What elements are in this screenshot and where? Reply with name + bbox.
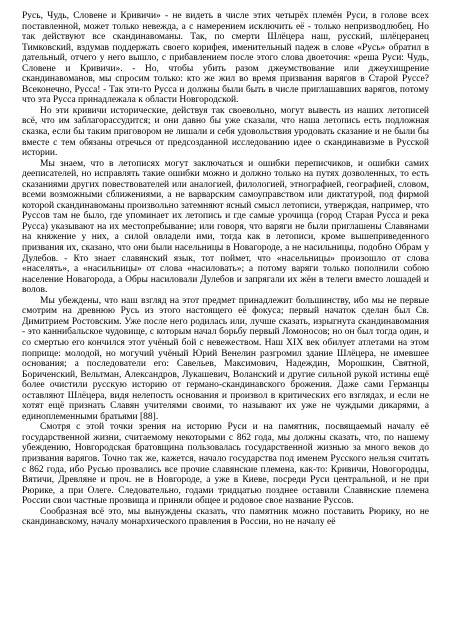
paragraph-1: Русь, Чудь, Словене и Кривичи» - не видеть в числе этих четырёх племён Руси, в голове всех поставленной, может только невежда, а с намерением исключить её - только непризводлюбец. Но так действуют все скандинавоманы. Так, по смерти Шлёцера наш, русский, шлёцеранец Тимковский, вздумав поддержать своего корифея, именительный падеж в слове «Русь» обратил в дательный, отчего у него вышло, с прибавлением после этого слова двоеточия: «реша Руси: Чудь, Словене и Кривичи». - Но, чтобы убить разом джеумствование или джеухищрение скандинавоманов, мы спросим только: кто же жил во время призвания варягов в Старой Руссе? Всеконечно, Русса! - Так эти-то Русса и должны были быть в числе приглашавших варягов, потому что эта Русса принадлежала к области Новгородской. [22,11,429,106]
document-page [22,11,429,528]
paragraph-5: Смотря с этой точки зрения на историю Руси и на памятник, посвящаемый началу её государственной жизни, считаемому некоторыми с 862 года, мы должны сказать, что, по нашему убеждению, Новгородская братовщина пользовалась государственной жизнью за много веков до призвания варягов. Точно так же, кажется, начало государства под именем Русского нельзя считать с 862 года, ибо Русью прозвались все прочие славянские племена, как-то: Кривичи, Новогородцы, Вятичи, Древляне и проч. не в Новгороде, а уже в Киеве, посреди Руси центральной, и не при Рюрике, а при Олеге. Следовательно, годами тридцатью позднее оставили Славянские племена России свои частные прозвища и приняли общее и родовое свое название Руссов. [22,422,429,507]
paragraph-2: Но эти кривичи исторические, действуя так своевольно, могут вывесть из наших летописей всё, что им заблагорассудится; и они давно бы уже сказали, что наша летопись есть подложная сказка, если бы таким приговором не лишали и себя удовольствия уродовать сказание и не были бы вместе с тем обязаны отречься от предсозданной исследованию идее о скандинавизме в Русской истории. [22,105,429,159]
paragraph-4: Мы убеждены, что наш взгляд на этот предмет принадлежит большинству, ибо мы не первые смотрим на древнюю Русь из этого настоящего её фокуса; первый начаток сделан был Св. Димитрием Ростовским. Уже после него родилась или, лучше сказать, изрыгнута скандинавомания - это каннибальское чудовище, с которым начал борьбу первый Ломоносов; но он был тогда один, и со смертью его кончился этот учёный бой с невежеством. Наш XIX век обилует атлетами на этом поприще: молодой, но могучий учёный Юрий Венелин разгромил здание Шлёцера, не имевшее основания; а последователи его: Савельев, Максимович, Надеждин, Морошкин, Святной, Бориченский, Вельтман, Александров, Лукашевич, Воланский и другие сильной рукой истины ещё более очистили русскую историю от германо-скандинавского брожения. Даже сами Германцы оставляют Шлёцера, видя нелепость основания и произвол в критических его взглядах, и если не хотят ещё признать Славян учителями своими, то называют их уже не чуждыми дикарями, а единоплеменными братьями [88]. [22,295,429,422]
paragraph-6: Сообразная всё это, мы вынуждены сказать, что памятник можно поставить Рюрику, но не скандинавскому, началу монархического правления в России, но не началу её [22,506,429,528]
paragraph-3: Мы знаем, что в летописях могут заключаться и ошибки переписчиков, и ошибки самих дееписателей, но исправлять такие ошибки можно и должно только на путях дозволенных, то есть сказаниями других повествователей или аналогией, филологией, этнографией, географией, словом, всеми возможными сближениями, а не варварским самоуправством или диктатурой, под фирмой которой скандинавоманы произвольно затемняют ясный смысл летописи, утверждая, например, что Руссов там не было, где упоминает их летопись и где самые урочища (город Старая Русса и река Русса) указывают на их местопребывание; или говоря, что варяги не были приглашены Славянами на княжение у них, а силой овладели ими, тогда как в летописи, кроме вышеприведенного призвания их, сказано, что они были насельницы в Новагороде, а не насильницы, подобно Обрам у Дулебов. - Кто знает славянский язык, тот поймет, что «насельницы» произошло от слова «населять», а «насильницы» от слова «насиловать»; а потому варяги только пополнили собою население Новагорода, а Обры насиловали Дулебов и запрягали их жён в телеги вместо лошадей и волов. [22,158,429,296]
